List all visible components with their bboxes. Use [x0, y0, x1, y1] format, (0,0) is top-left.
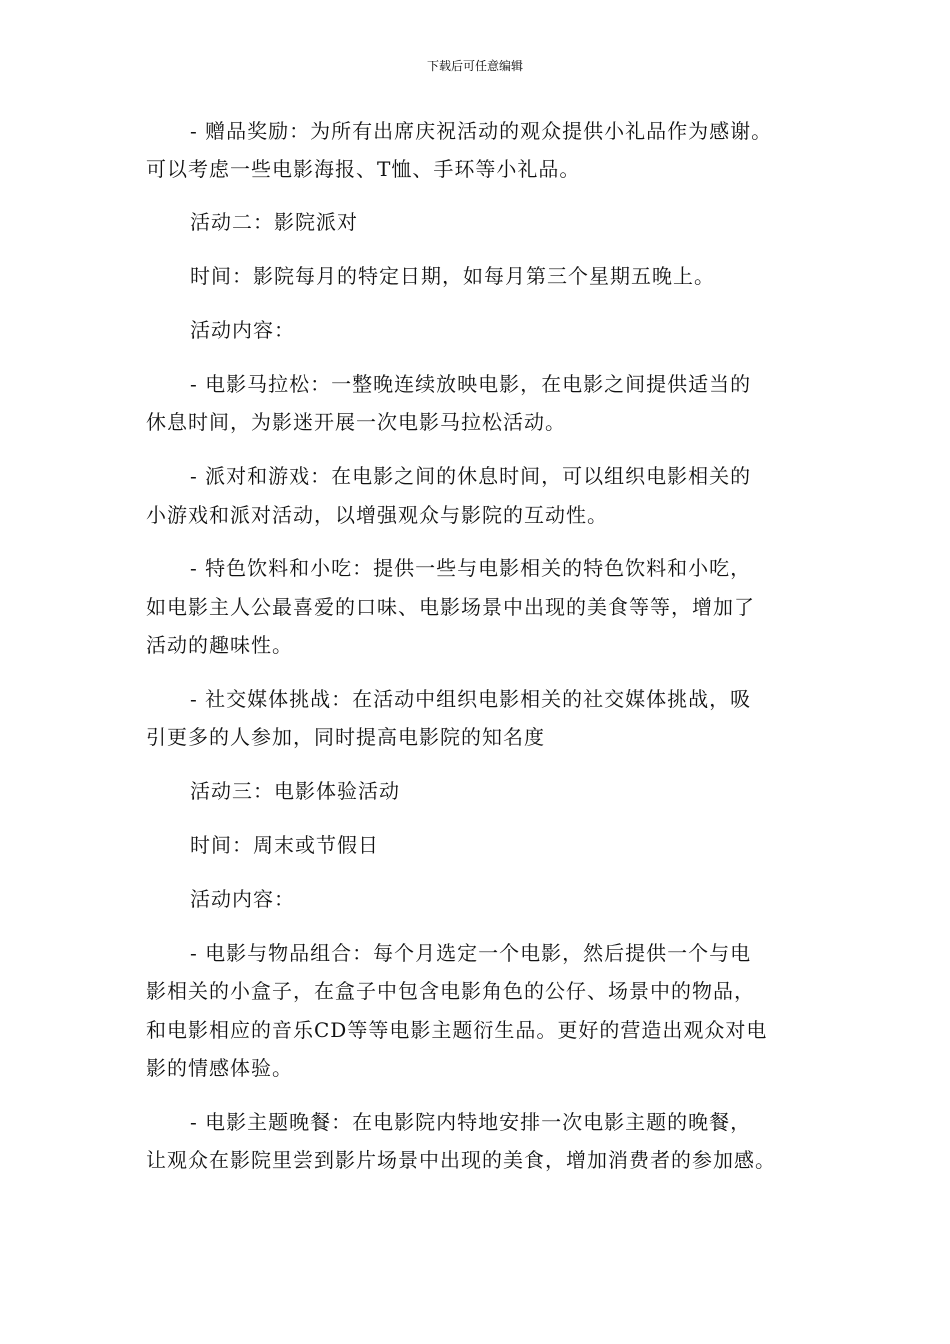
paragraph-line: 影的情感体验。 — [146, 1056, 293, 1080]
page-header: 下载后可任意编辑 — [426, 59, 523, 73]
paragraph-line: 时间：影院每月的特定日期，如每月第三个星期五晚上。 — [190, 264, 715, 288]
paragraph-line: - 电影主题晚餐：在电影院内特地安排一次电影主题的晚餐， — [190, 1110, 752, 1134]
paragraph-line: 活动内容： — [190, 318, 295, 342]
paragraph-line: - 社交媒体挑战：在活动中组织电影相关的社交媒体挑战，吸 — [190, 687, 752, 711]
paragraph-line: 活动的趣味性。 — [146, 633, 293, 657]
paragraph-line: 可以考虑一些电影海报、T恤、手环等小礼品。 — [146, 157, 581, 181]
paragraph-line: - 电影与物品组合：每个月选定一个电影，然后提供一个与电 — [190, 941, 752, 965]
paragraph-line: 小游戏和派对活动，以增强观众与影院的互动性。 — [146, 503, 608, 527]
paragraph-line: - 赠品奖励：为所有出席庆祝活动的观众提供小礼品作为感谢。 — [190, 119, 773, 143]
paragraph-line: 引更多的人参加，同时提高电影院的知名度 — [146, 725, 545, 749]
paragraph-line: - 电影马拉松：一整晚连续放映电影，在电影之间提供适当的 — [190, 372, 752, 396]
paragraph-line: - 特色饮料和小吃：提供一些与电影相关的特色饮料和小吃， — [190, 556, 752, 580]
paragraph-line: 休息时间，为影迷开展一次电影马拉松活动。 — [146, 410, 566, 434]
paragraph-line: 影相关的小盒子，在盒子中包含电影角色的公仔、场景中的物品， — [146, 979, 755, 1003]
paragraph-line: 和电影相应的音乐CD等等电影主题衍生品。更好的营造出观众对电 — [146, 1018, 768, 1042]
paragraph-line: 时间：周末或节假日 — [190, 833, 379, 857]
paragraph-line: 如电影主人公最喜爱的口味、电影场景中出现的美食等等，增加了 — [146, 595, 755, 619]
section-heading: 活动二：影院派对 — [190, 210, 358, 234]
section-heading: 活动三：电影体验活动 — [190, 779, 400, 803]
paragraph-line: 让观众在影院里尝到影片场景中出现的美食，增加消费者的参加感。 — [146, 1148, 776, 1172]
paragraph-line: 活动内容： — [190, 887, 295, 911]
paragraph-line: - 派对和游戏：在电影之间的休息时间，可以组织电影相关的 — [190, 464, 752, 488]
